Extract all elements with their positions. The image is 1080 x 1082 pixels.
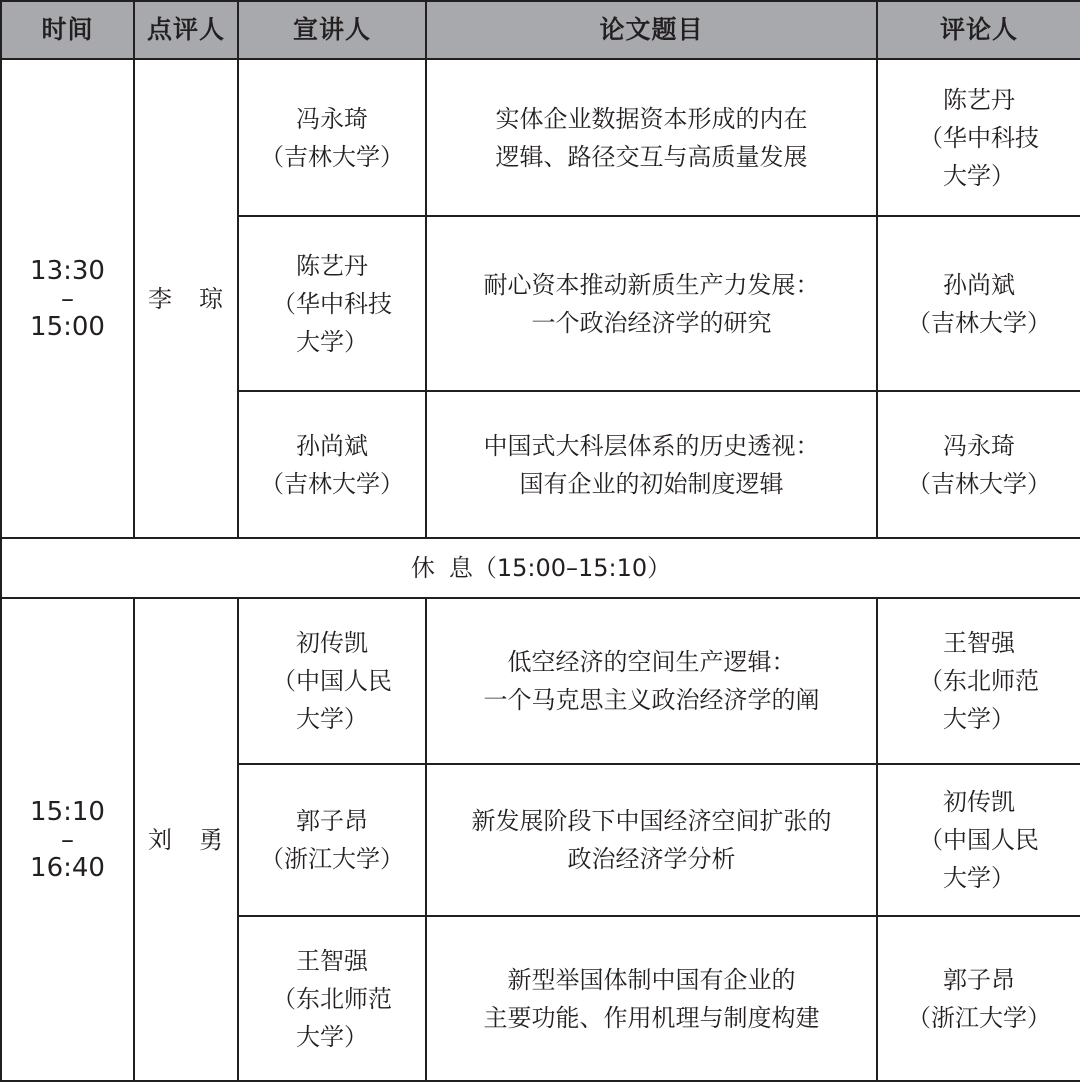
header-row bbox=[1, 1, 1080, 59]
speaker-name: 王智强 bbox=[296, 946, 368, 975]
title-cell bbox=[426, 916, 877, 1081]
commentator-affiliation: （华中科技 bbox=[919, 123, 1039, 152]
speaker-affiliation: （华中科技 bbox=[272, 289, 392, 318]
speaker-name: 初传凯 bbox=[296, 629, 368, 657]
session2-host bbox=[134, 598, 238, 1081]
title-line: 逻辑、路径交互与高质量发展 bbox=[495, 142, 808, 171]
speaker-affiliation: 大学） bbox=[296, 327, 368, 356]
break-row bbox=[1, 538, 1080, 598]
session2-host-part2: 勇 bbox=[199, 825, 224, 854]
commentator-cell bbox=[877, 59, 1080, 216]
table-row bbox=[1, 598, 1080, 764]
commentator-name: 陈艺丹 bbox=[943, 85, 1015, 114]
commentator-cell bbox=[877, 216, 1080, 391]
commentator-name: 王智强 bbox=[943, 629, 1015, 657]
commentator-affiliation: （浙江大学） bbox=[907, 1003, 1051, 1032]
commentator-name: 孙尚斌 bbox=[943, 270, 1015, 299]
speaker-affiliation: （吉林大学） bbox=[260, 142, 404, 171]
session1-time-sep: – bbox=[61, 283, 74, 314]
speaker-cell bbox=[238, 916, 426, 1081]
commentator-affiliation: （东北师范 bbox=[919, 667, 1039, 695]
speaker-name: 郭子昂 bbox=[296, 807, 368, 835]
session2-host-part1: 刘 bbox=[148, 825, 173, 854]
session2-time-start: 15:10 bbox=[30, 796, 105, 827]
table-row bbox=[1, 59, 1080, 216]
commentator-cell bbox=[877, 764, 1080, 916]
title-line: 新发展阶段下中国经济空间扩张的 bbox=[471, 807, 832, 835]
commentator-affiliation: （吉林大学） bbox=[907, 308, 1051, 337]
break-label: 休 bbox=[410, 554, 435, 582]
commentator-name: 郭子昂 bbox=[943, 965, 1015, 994]
speaker-cell bbox=[238, 598, 426, 764]
header-time: 时间 bbox=[1, 1, 134, 59]
commentator-affiliation: 大学） bbox=[943, 864, 1015, 892]
session1-time bbox=[1, 59, 134, 538]
title-cell bbox=[426, 59, 877, 216]
title-cell bbox=[426, 764, 877, 916]
session1-host-part1: 李 bbox=[148, 284, 173, 313]
header-title: 论文题目 bbox=[426, 1, 877, 59]
commentator-cell bbox=[877, 916, 1080, 1081]
speaker-affiliation: （中国人民 bbox=[272, 667, 392, 695]
title-line: 耐心资本推动新质生产力发展： bbox=[483, 270, 820, 299]
session1-host-part2: 琼 bbox=[199, 284, 224, 313]
speaker-affiliation: （吉林大学） bbox=[260, 469, 404, 498]
session1-time-end: 15:00 bbox=[30, 311, 105, 342]
title-line: 新型举国体制中国有企业的 bbox=[507, 965, 796, 994]
session1-host bbox=[134, 59, 238, 538]
header-host: 点评人 bbox=[134, 1, 238, 59]
speaker-affiliation: （东北师范 bbox=[272, 984, 392, 1013]
break-cell bbox=[1, 538, 1080, 598]
title-line: 低空经济的空间生产逻辑： bbox=[507, 648, 796, 676]
session2-time-end: 16:40 bbox=[30, 852, 105, 883]
commentator-name: 冯永琦 bbox=[943, 431, 1015, 460]
title-line: 主要功能、作用机理与制度构建 bbox=[483, 1003, 820, 1032]
commentator-cell bbox=[877, 598, 1080, 764]
speaker-cell bbox=[238, 216, 426, 391]
speaker-cell bbox=[238, 391, 426, 538]
commentator-name: 初传凯 bbox=[943, 788, 1015, 816]
header-speaker: 宣讲人 bbox=[238, 1, 426, 59]
speaker-name: 孙尚斌 bbox=[296, 431, 368, 460]
speaker-name: 陈艺丹 bbox=[296, 251, 368, 280]
speaker-affiliation: （浙江大学） bbox=[260, 845, 404, 873]
title-cell bbox=[426, 391, 877, 538]
session2-time-sep: – bbox=[61, 824, 74, 855]
title-cell bbox=[426, 216, 877, 391]
session2-time bbox=[1, 598, 134, 1081]
break-time: 息（15:00–15:10） bbox=[448, 554, 672, 582]
title-line: 中国式大科层体系的历史透视： bbox=[483, 431, 820, 460]
commentator-affiliation: （中国人民 bbox=[919, 826, 1039, 854]
header-commentator: 评论人 bbox=[877, 1, 1080, 59]
commentator-affiliation: 大学） bbox=[943, 161, 1015, 190]
speaker-affiliation: 大学） bbox=[296, 1022, 368, 1051]
title-line: 政治经济学分析 bbox=[567, 845, 736, 873]
speaker-name: 冯永琦 bbox=[296, 104, 368, 133]
commentator-cell bbox=[877, 391, 1080, 538]
title-line: 一个马克思主义政治经济学的阐 bbox=[483, 686, 820, 714]
title-line: 一个政治经济学的研究 bbox=[531, 308, 772, 337]
commentator-affiliation: （吉林大学） bbox=[907, 469, 1051, 498]
session1-time-start: 13:30 bbox=[30, 255, 105, 286]
speaker-cell bbox=[238, 59, 426, 216]
title-cell bbox=[426, 598, 877, 764]
speaker-cell bbox=[238, 764, 426, 916]
title-line: 实体企业数据资本形成的内在 bbox=[495, 104, 808, 133]
title-line: 国有企业的初始制度逻辑 bbox=[519, 469, 784, 498]
speaker-affiliation: 大学） bbox=[296, 705, 368, 733]
commentator-affiliation: 大学） bbox=[943, 705, 1015, 733]
